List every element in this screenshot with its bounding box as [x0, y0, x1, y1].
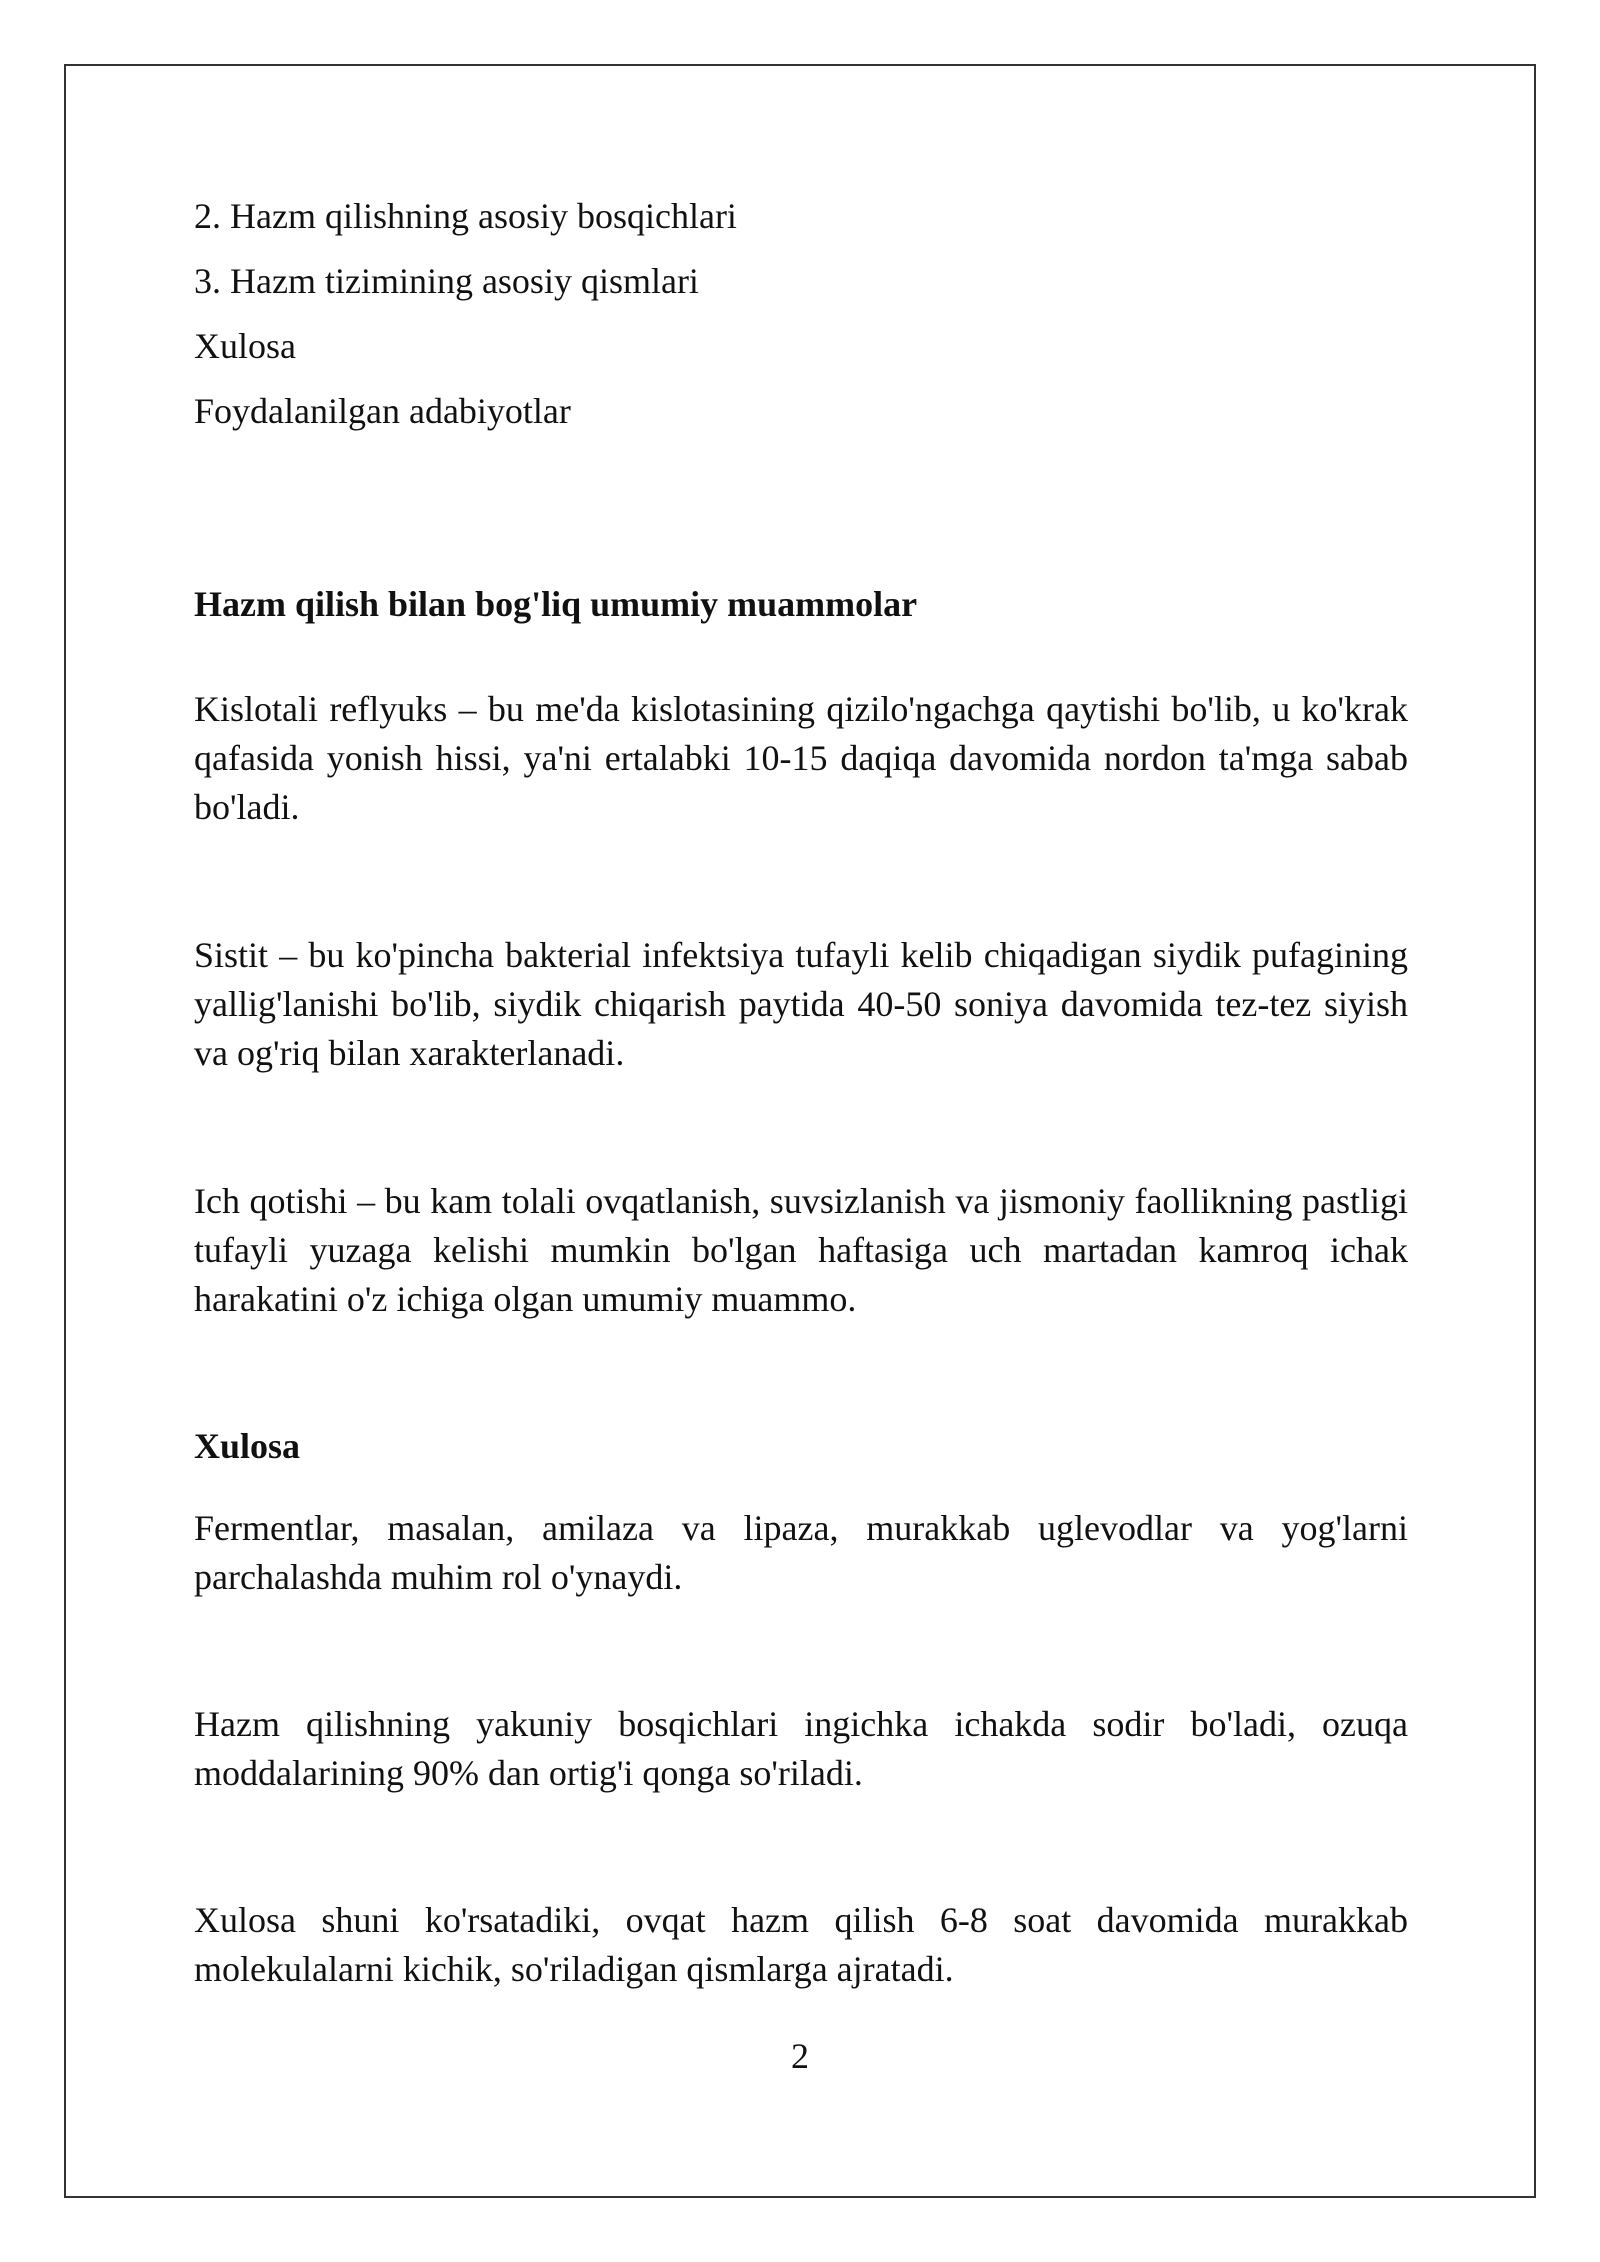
page-number: 2 [791, 2036, 809, 2076]
page-border [64, 64, 1536, 2198]
section-heading-common-problems: Hazm qilish bilan bog'liq umumiy muammolar [194, 584, 918, 624]
paragraph-cystitis: Sistit – bu ko'pincha bakterial infektsiya tufayli kelib chiqadigan siydik pufagining yallig'lanishi bo'lib, siydik chiqarish paytida 40-50 soniya davomida tez-tez siyish va og'riq bilan xarakterlanadi. [194, 935, 1408, 1073]
toc-item-conclusion: Xulosa [194, 326, 296, 366]
paragraph-summary: Xulosa shuni ko'rsatadiki, ovqat hazm qilish 6-8 soat davomida murakkab molekulalarni kichik, so'riladigan qismlarga ajratadi. [194, 1900, 1408, 1989]
toc-item-references: Foydalanilgan adabiyotlar [194, 391, 571, 431]
paragraph-constipation: Ich qotishi – bu kam tolali ovqatlanish, suvsizlanish va jismoniy faollikning pastligi tufayli yuzaga kelishi mumkin bo'lgan haftasiga uch martadan kamroq ichak harakatini o'z ichiga olgan umumiy muammo. [194, 1181, 1408, 1319]
toc-item-digestive-system-parts: 3. Hazm tizimining asosiy qismlari [194, 261, 699, 301]
paragraph-acid-reflux: Kislotali reflyuks – bu me'da kislotasining qizilo'ngachga qaytishi bo'lib, u ko'krak qafasida yonish hissi, ya'ni ertalabki 10-15 daqiqa davomida nordon ta'mga sabab bo'ladi. [194, 689, 1408, 827]
section-heading-conclusion: Xulosa [194, 1426, 301, 1466]
paragraph-small-intestine: Hazm qilishning yakuniy bosqichlari ingichka ichakda sodir bo'ladi, ozuqa moddalarining 90% dan ortig'i qonga so'riladi. [194, 1704, 1408, 1793]
toc-item-digestion-stages: 2. Hazm qilishning asosiy bosqichlari [194, 196, 737, 236]
paragraph-enzymes: Fermentlar, masalan, amilaza va lipaza, murakkab uglevodlar va yog'larni parchalashda muhim rol o'ynaydi. [194, 1508, 1408, 1597]
